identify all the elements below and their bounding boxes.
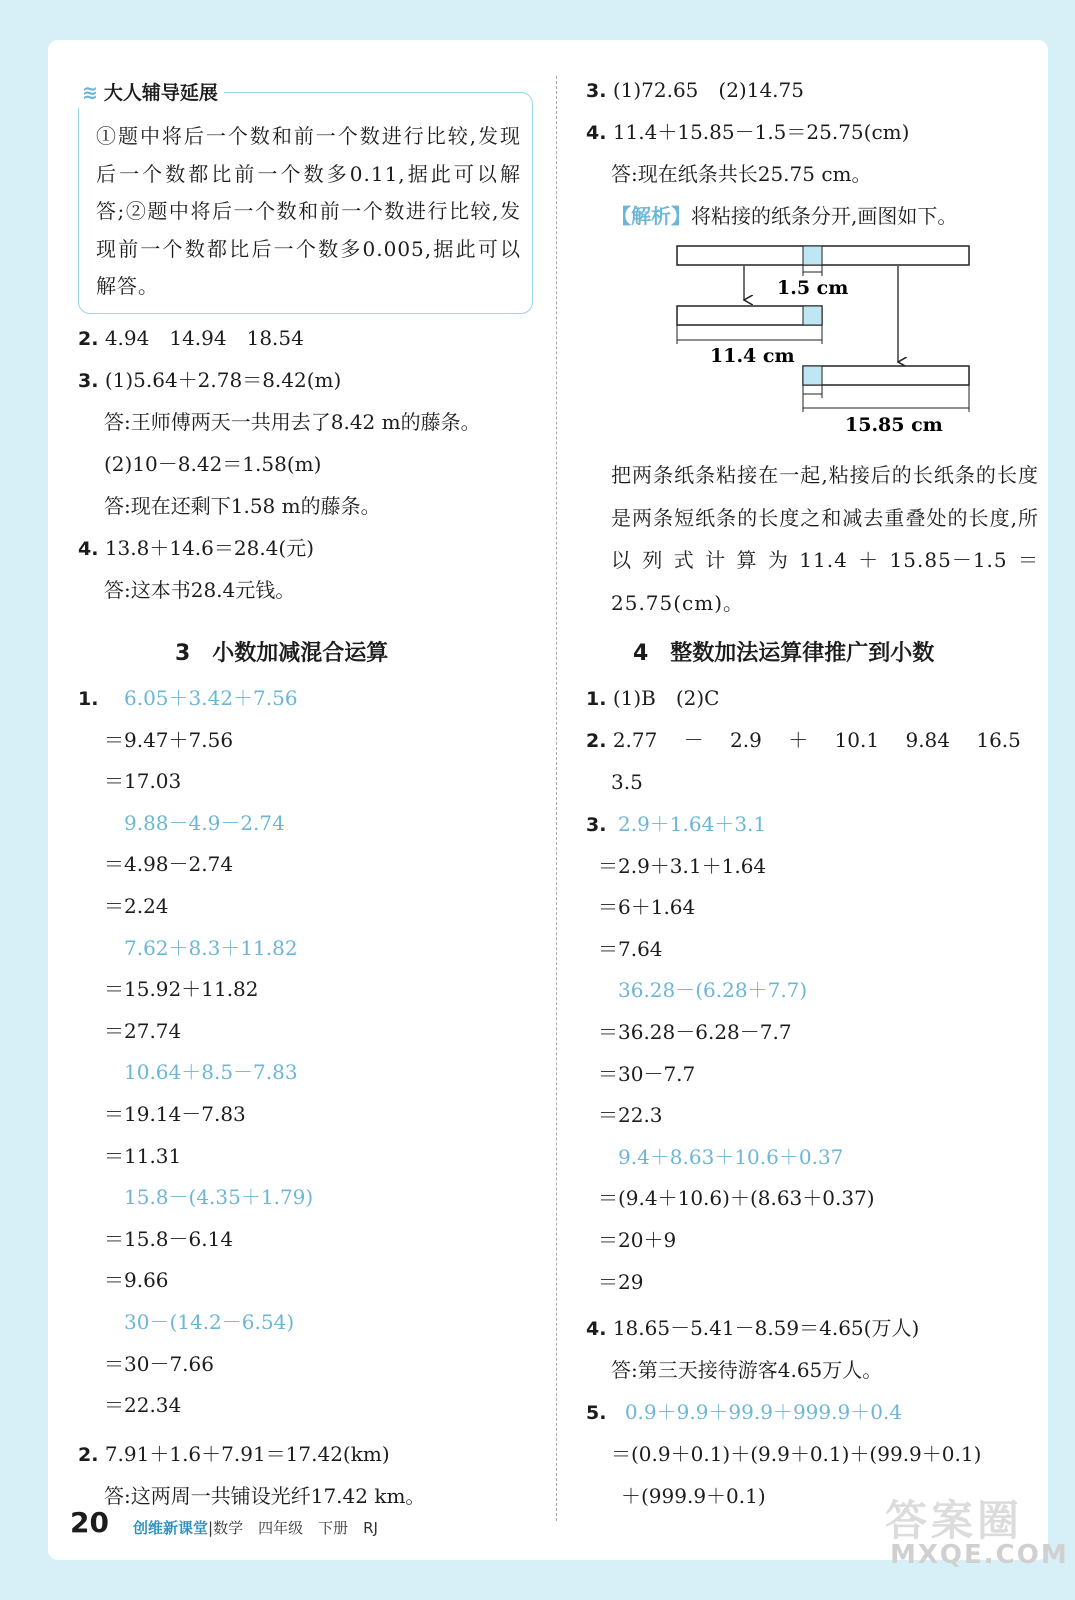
s3-q1-num: 1. [78, 688, 99, 710]
expression-line: 36.28－(6.28＋7.7) [618, 978, 808, 1003]
combined-strip [677, 246, 969, 265]
page-number: 20 [70, 1506, 109, 1539]
expression-line: 10.64＋8.5－7.83 [124, 1060, 298, 1085]
expression-line: 30－(14.2－6.54) [124, 1310, 295, 1334]
step-line: ＝(9.4＋10.6)＋(8.63＋0.37) [598, 1186, 875, 1211]
step-line: ＝2.9＋3.1＋1.64 [598, 853, 767, 878]
left-q2: 2. 4.94 14.94 18.54 [78, 326, 304, 350]
left-q4-line1: 4. 13.8＋14.6＝28.4(元) [78, 536, 315, 560]
overlap-marker-short [803, 306, 822, 325]
left-q3-line2: (2)10－8.42＝1.58(m) [104, 452, 322, 476]
tip-title: 大人辅导延展 [103, 82, 218, 104]
waves-icon: ≋ [82, 82, 96, 104]
s4-q5-line2: ＝(0.9＋0.1)＋(9.9＋0.1)＋(99.9＋0.1) [611, 1442, 982, 1466]
expression-line: 15.8－(4.35＋1.79) [124, 1185, 314, 1210]
left-q3-answer2: 答:现在还剩下1.58 m的藤条。 [104, 494, 381, 518]
step-line: ＝17.03 [104, 769, 182, 794]
section-4-title: 4 整数加法运算律推广到小数 [633, 641, 935, 666]
left-q4-answer: 答:这本书28.4元钱。 [104, 578, 296, 602]
column-divider [556, 76, 557, 1521]
step-line: ＝22.3 [598, 1103, 663, 1128]
step-line: ＝20＋9 [598, 1228, 677, 1252]
step-line: ＝6＋1.64 [598, 895, 696, 920]
step-line: ＝11.31 [104, 1143, 182, 1168]
short-strip [677, 306, 822, 325]
brand-name: 创维新课堂 [133, 1519, 209, 1537]
step-line: ＝22.34 [104, 1393, 182, 1418]
s4-q4-line1: 4. 18.65－5.41－8.59＝4.65(万人) [586, 1316, 920, 1340]
long-strip [803, 366, 969, 385]
step-line: ＝29 [598, 1269, 644, 1294]
left-q3-answer1: 答:王师傅两天一共用去了8.42 m的藤条。 [104, 410, 481, 434]
step-line: ＝30－7.66 [104, 1351, 214, 1376]
section-3-title: 3 小数加减混合运算 [175, 641, 389, 666]
right-q4-answer: 答:现在纸条共长25.75 cm。 [611, 162, 872, 186]
tip-header [78, 78, 224, 108]
overlap-marker-top [803, 246, 822, 265]
label-overlap: 1.5 cm [777, 277, 849, 299]
step-line: ＝4.98－2.74 [104, 852, 234, 877]
step-line: ＝9.66 [104, 1268, 169, 1293]
step-line: ＝2.24 [104, 894, 169, 918]
step-line: ＝30－7.7 [598, 1061, 696, 1086]
right-q3: 3. (1)72.65 (2)14.75 [586, 78, 804, 102]
watermark-bottom: MXQE.COM [890, 1540, 1069, 1570]
paper-strip-diagram [660, 238, 990, 448]
right-q4-line1: 4. 11.4＋15.85－1.5＝25.75(cm) [586, 120, 910, 144]
s4-q2-cont: 3.5 [611, 770, 643, 794]
step-line: ＝9.47＋7.56 [104, 727, 234, 752]
s4-q5-line1: 5. 0.9＋9.9＋99.9＋999.9＋0.4 [586, 1400, 903, 1424]
label-short: 11.4 cm [710, 345, 795, 367]
step-line: ＝15.92＋11.82 [104, 977, 259, 1002]
expression-line: 2.9＋1.64＋3.1 [618, 812, 767, 836]
s4-q5-line3: ＋(999.9＋0.1) [621, 1484, 766, 1508]
expression-line: 9.88－4.9－2.74 [124, 810, 285, 835]
analysis-paragraph: 把两条纸条粘接在一起,粘接后的长纸条的长度是两条短纸条的长度之和减去重叠处的长度,所以列式计算为11.4＋15.85－1.5＝25.75(cm)。 [611, 463, 1039, 615]
watermark-top: 答案圈 [885, 1496, 1024, 1545]
expression-line: 9.4＋8.63＋10.6＋0.37 [618, 1144, 844, 1169]
s4-q1: 1. (1)B (2)C [586, 686, 720, 710]
s4-q2: 2. 2.77 － 2.9 ＋ 10.1 9.84 16.5 [586, 728, 1021, 752]
expression-line: 6.05＋3.42＋7.56 [124, 686, 298, 710]
s4-q4-answer: 答:第三天接待游客4.65万人。 [611, 1358, 883, 1382]
step-line: ＝27.74 [104, 1018, 182, 1043]
analysis-tag: 【解析】 [611, 204, 691, 228]
s3-q2-line1: 2. 7.91＋1.6＋7.91＝17.42(km) [78, 1442, 390, 1466]
right-q4-analysis: 【解析】将粘接的纸条分开,画图如下。 [611, 204, 958, 228]
s3-q2-answer: 答:这两周一共铺设光纤17.42 km。 [104, 1484, 426, 1508]
step-line: ＝19.14－7.83 [104, 1102, 246, 1126]
s4-q3-num: 3. [586, 814, 607, 836]
left-q3-line1: 3. (1)5.64＋2.78＝8.42(m) [78, 368, 342, 392]
overlap-marker-long [803, 366, 822, 385]
step-line: ＝7.64 [598, 936, 663, 961]
expression-line: 7.62＋8.3＋11.82 [124, 935, 298, 960]
step-line: ＝15.8－6.14 [104, 1226, 234, 1251]
step-line: ＝36.28－6.28－7.7 [598, 1020, 792, 1044]
footer-info: 创维新课堂|数学 四年级 下册 RJ [133, 1519, 378, 1537]
label-long: 15.85 cm [845, 414, 943, 436]
tip-body: ①题中将后一个数和前一个数进行比较,发现后一个数都比前一个数多0.11,据此可以解答;②题中将后一个数和前一个数进行比较,发现前一个数都比后一个数多0.005,据此可以解答。 [96, 124, 521, 298]
